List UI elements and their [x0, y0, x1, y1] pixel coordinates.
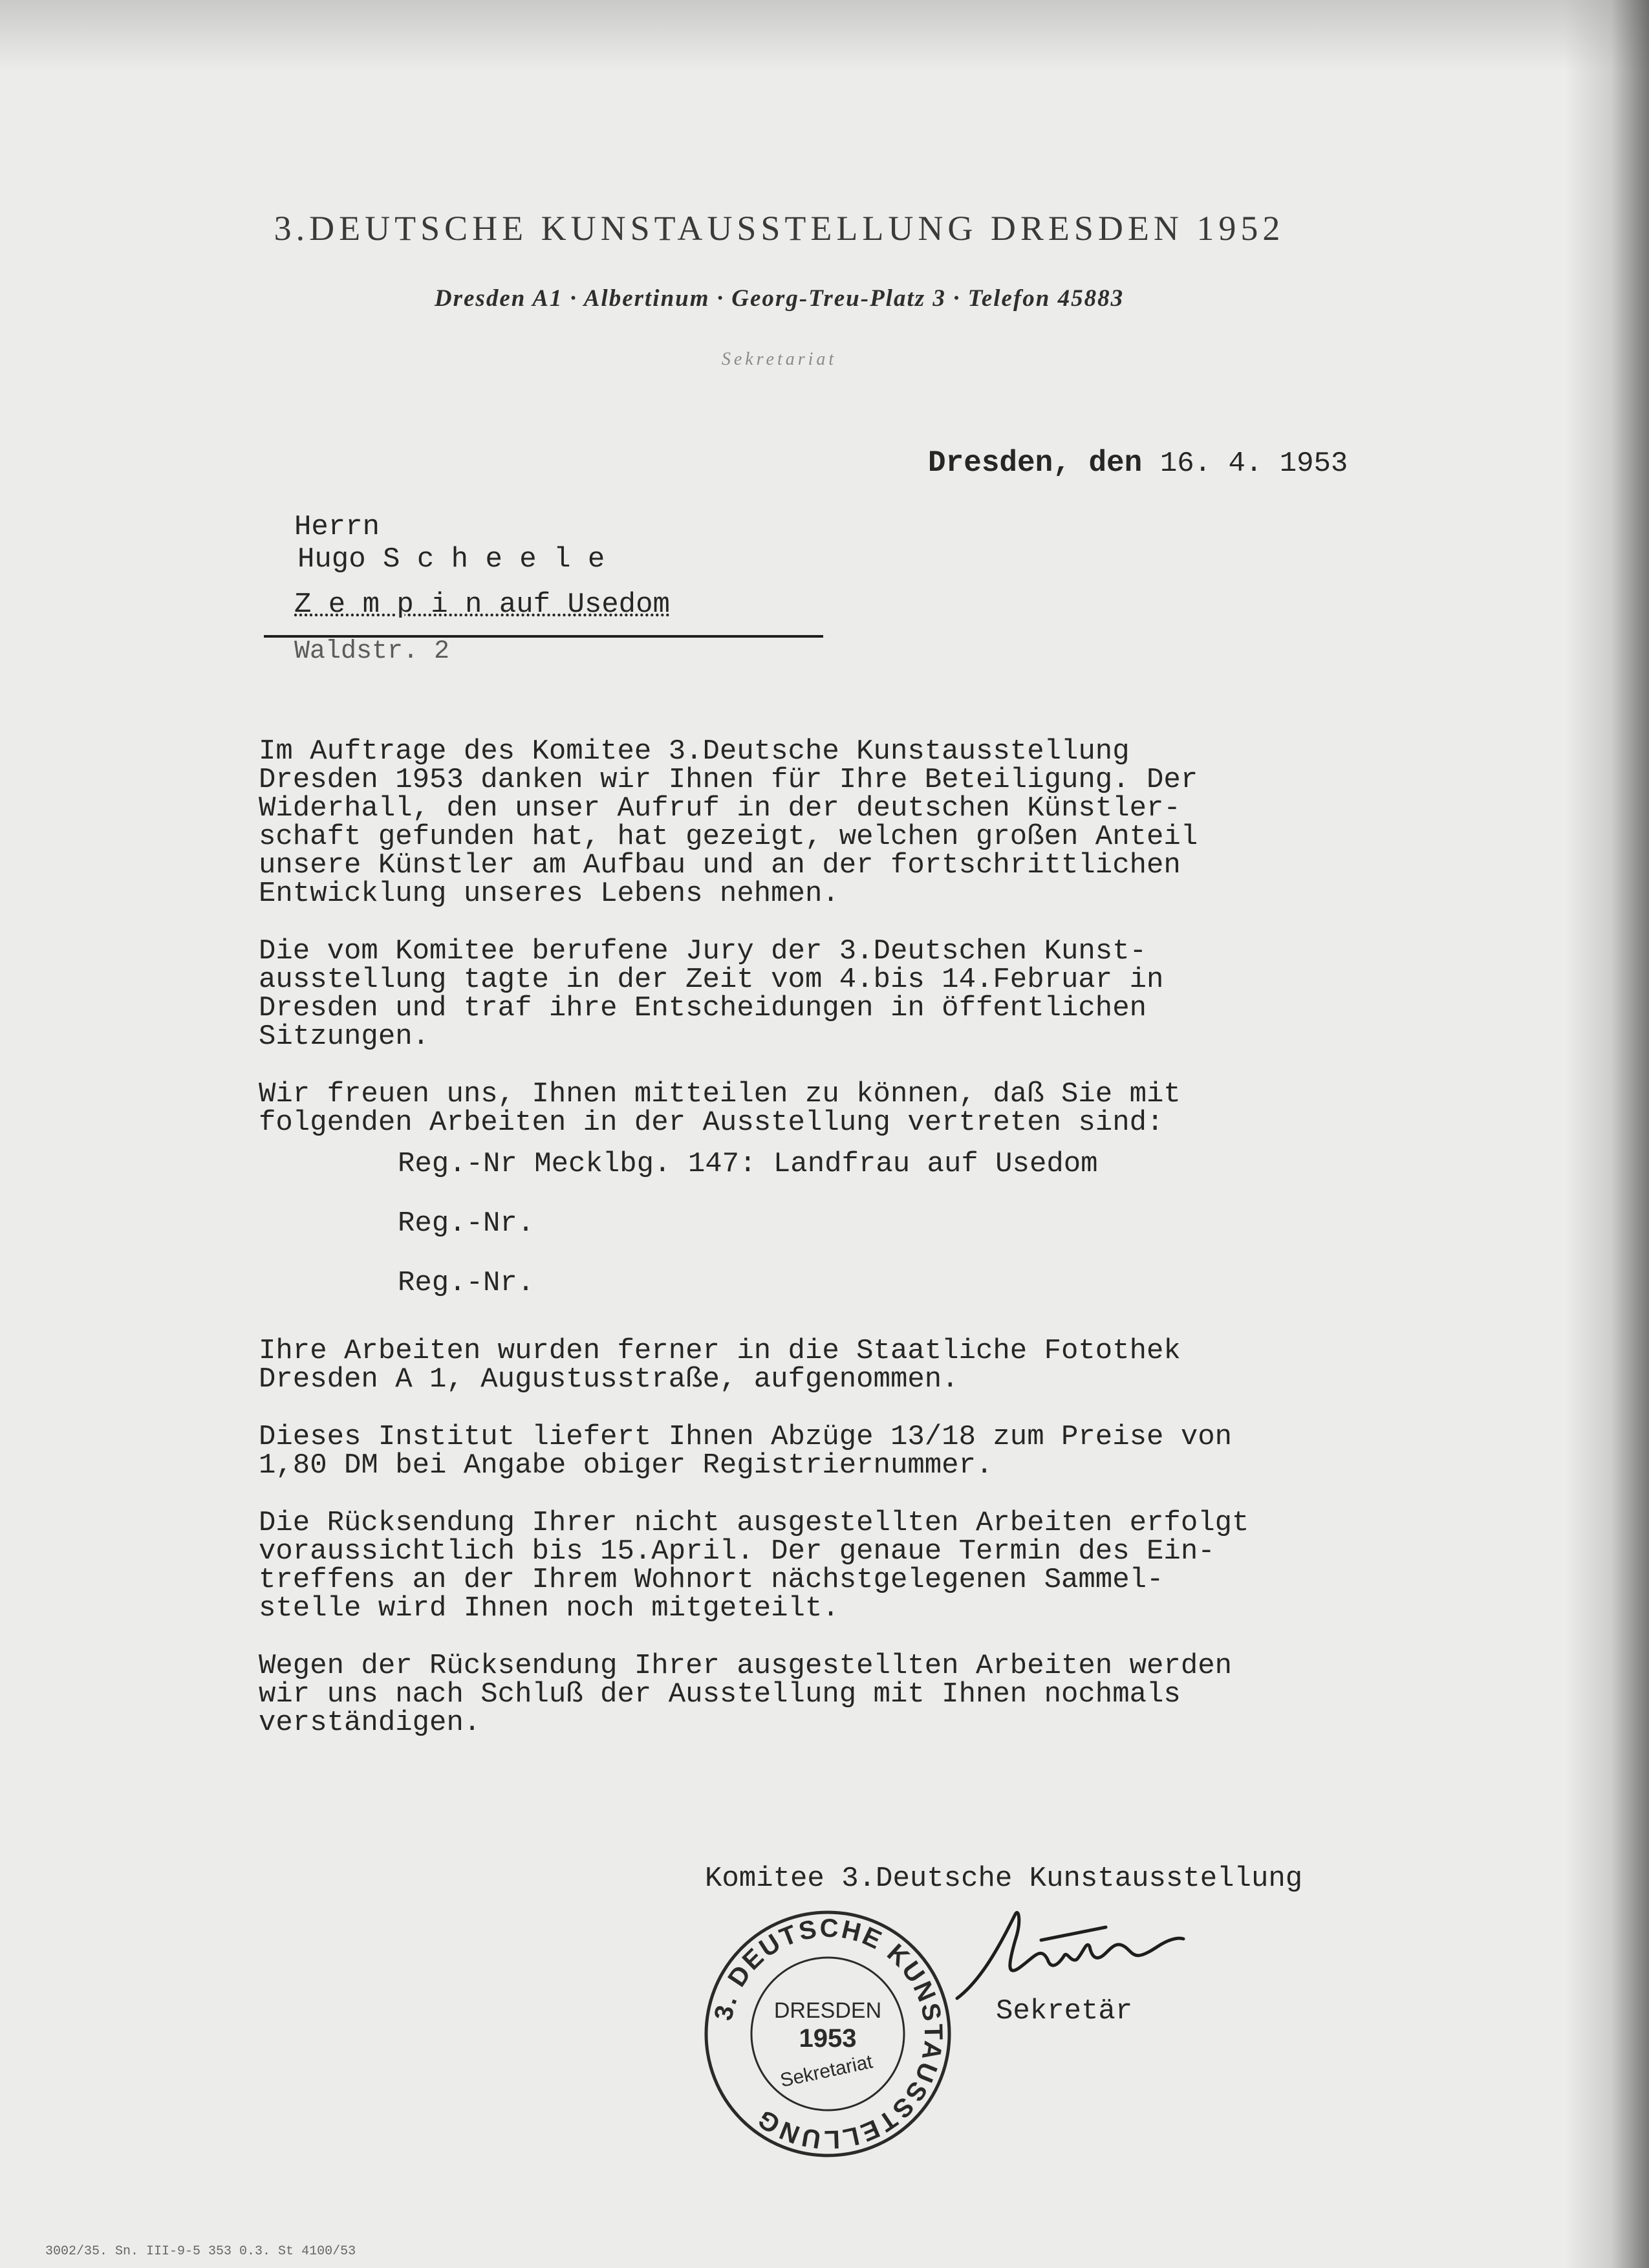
paragraph-fotothek: Ihre Arbeiten wurden ferner in die Staatliche Fotothek Dresden A 1, Augustusstraße, aufgenommen. [259, 1335, 1181, 1396]
scan-shadow-top [0, 0, 1649, 71]
letterhead-department: Sekretariat [721, 349, 837, 369]
recipient-street: Waldstr. 2 [294, 637, 450, 666]
letterhead-title: 3.DEUTSCHE KUNSTAUSSTELLUNG DRESDEN 1952 [274, 209, 1285, 248]
letterhead-address: Dresden A1 · Albertinum · Georg-Treu-Platz 3 · Telefon 45883 [434, 285, 1125, 312]
paragraph-prints: Dieses Institut liefert Ihnen Abzüge 13/18 zum Preise von 1,80 DM bei Angabe obiger Registriernummer. [259, 1421, 1233, 1482]
scan-shadow-right [1565, 0, 1649, 2268]
paragraph-return-exhibited: Wegen der Rücksendung Ihrer ausgestellten Arbeiten werden wir uns nach Schluß der Ausstellung mit Ihnen nochmals verständigen. [259, 1650, 1233, 1739]
date-value: 16. 4. 1953 [1159, 448, 1348, 480]
closing-organization: Komitee 3.Deutsche Kunstausstellung [705, 1863, 1303, 1895]
print-code-footer: 3002/35. Sn. III-9-5 353 0.3. St 4100/53 [45, 2244, 356, 2259]
paragraph-jury: Die vom Komitee berufene Jury der 3.Deutschen Kunst- ausstellung tagte in der Zeit vom 4.bis 14.Februar in Dresden und traf ihre Entscheidungen in öffentlichen Sitzungen. [259, 935, 1164, 1053]
paragraph-selected: Wir freuen uns, Ihnen mitteilen zu können, daß Sie mit folgenden Arbeiten in der Ausstellung vertreten sind: [259, 1078, 1181, 1139]
registration-line: Reg.-Nr Mecklbg. 147: Landfrau auf Usedom [398, 1148, 1098, 1180]
recipient-salutation: Herrn [294, 511, 380, 543]
committee-stamp [702, 1908, 954, 2160]
registration-line: Reg.-Nr. [398, 1207, 535, 1240]
svg-text:3. DEUTSCHE KUNSTAUSSTELLUNG: 3. DEUTSCHE KUNSTAUSSTELLUNG [709, 1914, 948, 2154]
svg-text:1953: 1953 [799, 2024, 857, 2053]
registration-line: Reg.-Nr. [398, 1267, 535, 1299]
svg-text:Sekretariat: Sekretariat [778, 2051, 875, 2091]
closing-role: Sekretär [996, 1995, 1133, 2027]
recipient-name: Hugo S c h e e l e [297, 543, 605, 576]
svg-text:DRESDEN: DRESDEN [773, 1998, 882, 2023]
recipient-block [294, 511, 670, 621]
registration-list [398, 1150, 1474, 1308]
paragraph-return-unexhibited: Die Rücksendung Ihrer nicht ausgestellten Arbeiten erfolgt voraussichtlich bis 15.April. Der genaue Termin des Ein- treffens an der Ihrem Wohnort nächstgelegenen Sammel- stelle wird Ihnen noch mitgeteilt. [259, 1507, 1249, 1625]
letter-body [259, 737, 1474, 1766]
paragraph-thanks: Im Auftrage des Komitee 3.Deutsche Kunstausstellung Dresden 1953 danken wir Ihnen für Ihre Beteiligung. Der Widerhall, den unser Aufruf in der deutschen Künstler- schaft gefunden hat, hat gezeigt, welchen großen Anteil unsere Künstler am Aufbau und an der fortschrittlichen Entwicklung unseres Lebens nehmen. [259, 735, 1198, 910]
recipient-city: Z e m p i n auf Usedom [294, 589, 670, 621]
date-line [928, 446, 1348, 480]
date-prefix: Dresden, den [928, 446, 1143, 480]
